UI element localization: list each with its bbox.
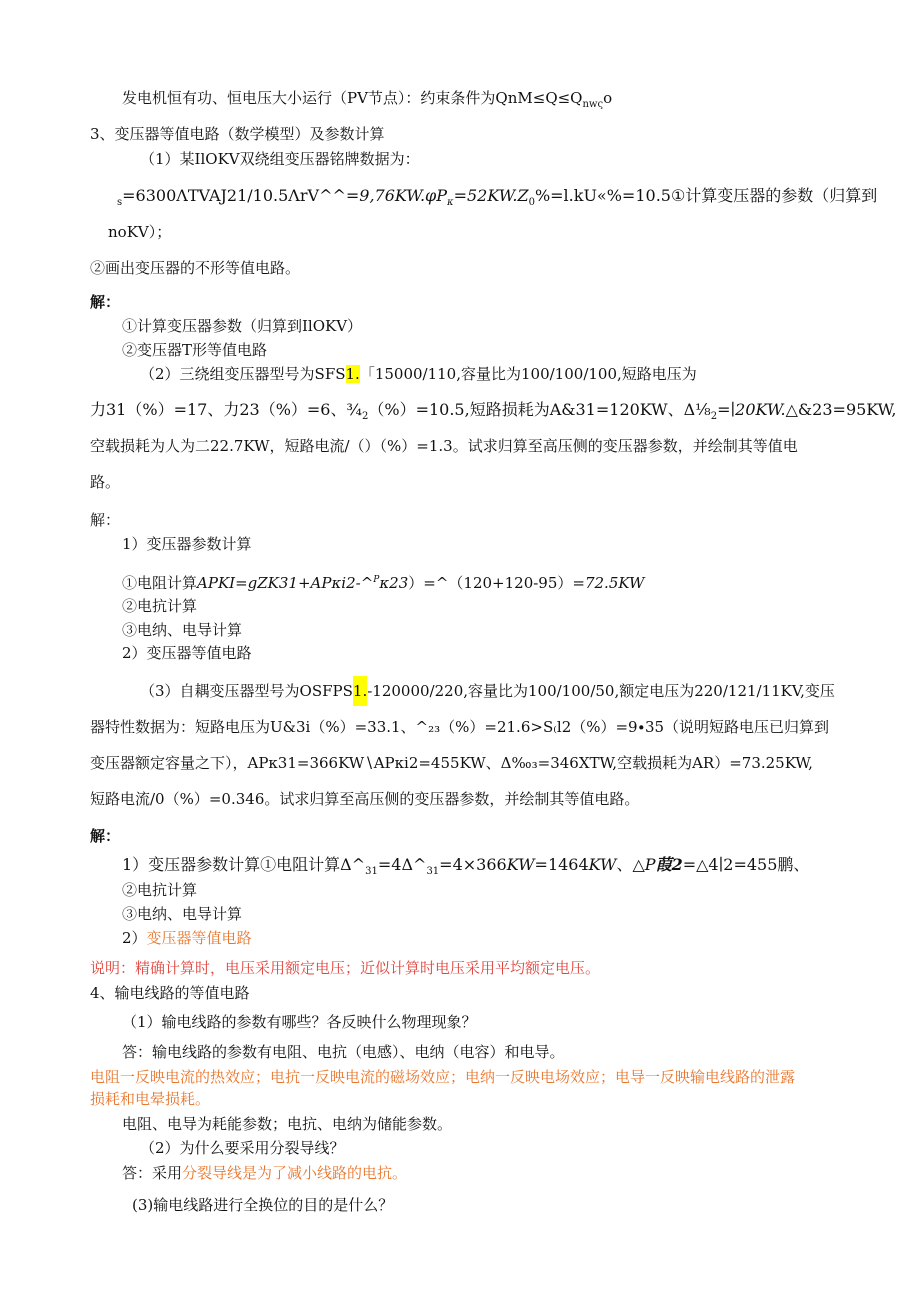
question-1-cont: noKV）； — [108, 223, 172, 241]
text: 发电机恒有功、恒电压大小运行（PV节点）：约束条件为QnM≤Q≤Q — [122, 89, 583, 107]
step-equivalent — [122, 928, 252, 948]
question-4-2: （2）为什么要采用分裂导线？ — [140, 1139, 345, 1157]
explanation-cont: 损耗和电晕损耗。 — [90, 1090, 211, 1108]
text: （3）自耦变压器型号为OSFPS — [140, 682, 353, 700]
step-susceptance: ③电纳、电导计算 — [122, 905, 243, 923]
italic-text: KW — [588, 855, 617, 874]
text: =6300ΛTVAJ21/10.5ΛrV^^= — [122, 186, 360, 205]
step-equivalent: 2）变压器等值电路 — [122, 644, 252, 662]
text: 2） — [122, 929, 147, 947]
step-susceptance: ③电纳、电导计算 — [122, 621, 243, 639]
step-resistance: ①计算变压器参数（归算到IlOKV） — [122, 317, 363, 335]
subscript: 31 — [365, 866, 378, 878]
text: =1464 — [534, 855, 589, 874]
autotransformer-calc — [122, 855, 809, 882]
answer-label: 解： — [90, 293, 121, 311]
text: 、 — [616, 855, 633, 874]
pv-node-line — [122, 88, 612, 115]
question-3-cont: 短路电流/0（%）=0.346。试求归算至高压侧的变压器参数，并绘制其等值电路。 — [90, 790, 640, 808]
text: =△4∣2=455鹏、 — [682, 855, 810, 874]
resistance-calc — [122, 570, 644, 593]
text: 1）变压器参数计算①电阻计算Δ^ — [122, 855, 366, 874]
nameplate-data — [117, 186, 877, 213]
note: 说明：精确计算时，电压采用额定电压；近似计算时电压采用平均额定电压。 — [90, 959, 601, 977]
italic-text: 72.5KW — [584, 574, 645, 592]
text: 答：采用 — [122, 1164, 183, 1182]
question-4-1: （1）输电线路的参数有哪些？各反映什么物理现象？ — [122, 1013, 477, 1031]
italic-text: 9,76KW.φP — [359, 186, 447, 205]
subscript: κ — [447, 197, 454, 209]
text: =4×366 — [439, 855, 507, 874]
italic-text: △P — [632, 855, 656, 874]
answer-label: 解： — [90, 827, 121, 845]
answer-4-2 — [122, 1163, 407, 1183]
text: ①电阻计算 — [122, 574, 198, 592]
text: 力31（%）=17、力23（%）=6、¾ — [90, 400, 362, 419]
question-3 — [140, 676, 835, 706]
answer-4-1: 答：输电线路的参数有电阻、电抗（电感）、电纳（电容）和电导。 — [122, 1043, 565, 1061]
question-2-end: 路。 — [90, 473, 121, 491]
question-1: （1）某IlOKV双绕组变压器铭牌数据为： — [140, 150, 420, 168]
text: （%）=10.5,短路损耗为A&31=120KW、Δ⅛ — [368, 400, 711, 419]
question-2 — [140, 364, 697, 384]
highlight-text: 分裂导线是为了减小线路的电抗。 — [182, 1164, 408, 1182]
text: ）=^（120+120-95）= — [408, 574, 585, 592]
step-reactance: ②电抗计算 — [122, 597, 198, 615]
italic-text: κ23 — [379, 574, 409, 592]
text: o — [603, 89, 613, 107]
text: %=l.kU«%=10.5①计算变压器的参数（归算到 — [534, 186, 878, 205]
highlight: 1. — [345, 365, 360, 383]
question-3-data: 器特性数据为：短路电压为U&3i（%）=33.1、^₂₃（%）=21.6>S₍l2（%）=9∙35（说明短路电压已归算到 — [90, 718, 830, 736]
subscript: 0 — [528, 197, 535, 209]
step-params: 1）变压器参数计算 — [122, 535, 252, 553]
text: （2）三绕组变压器型号为SFS — [140, 365, 346, 383]
question-2-cont: 空载损耗为人为二22.7KW，短路电流/（）（%）=1.3。试求归算至高压侧的变压器参数，并绘制其等值电 — [90, 437, 798, 455]
subscript: 2 — [362, 411, 369, 423]
step-reactance: ②电抗计算 — [122, 881, 198, 899]
subscript: 31 — [426, 866, 440, 878]
highlight: 1. — [353, 676, 367, 706]
subscript: 2 — [710, 411, 718, 423]
text: =4Δ^ — [377, 855, 427, 874]
italic-text: KW — [506, 855, 535, 874]
section-3-heading: 3、变压器等值电路（数学模型）及参数计算 — [90, 125, 385, 143]
subscript: nw — [582, 99, 598, 110]
italic-text: =52KW.Z — [453, 186, 529, 205]
text: △&23=95KW, — [785, 400, 897, 419]
subscript: s — [117, 197, 123, 209]
highlight-text: 变压器等值电路 — [146, 929, 252, 947]
question-1-part2: ②画出变压器的不形等值电路。 — [90, 259, 301, 277]
question-3-data-2: 变压器额定容量之下），APκ31=366KW∖APκi2=455KW、Δ‰₃=346XTW,空载损耗为AR）=73.25KW, — [90, 754, 813, 772]
italic-text: 20KW. — [735, 400, 786, 419]
superscript: P — [373, 575, 380, 585]
question-2-data — [90, 400, 896, 427]
section-4-heading: 4、输电线路的等值电路 — [90, 984, 250, 1002]
answer-label: 解： — [90, 511, 121, 529]
text: 「15000/110,容量比为100/100/100,短路电压为 — [359, 365, 697, 383]
step-circuit: ②变压器T形等值电路 — [122, 341, 268, 359]
explanation: 电阻一反映电流的热效应；电抗一反映电流的磁场效应；电纳一反映电场效应；电导一反映输电线路的泄露 — [90, 1068, 796, 1086]
text: =∣ — [717, 400, 736, 419]
italic-text: 葭2 — [655, 855, 683, 874]
parameter-types: 电阻、电导为耗能参数；电抗、电纳为储能参数。 — [122, 1115, 453, 1133]
question-4-3: (3)输电线路进行全换位的目的是什么？ — [132, 1196, 394, 1214]
italic-text: APKI=gZK31+APκi2-^ — [197, 574, 374, 592]
subscript: ς — [597, 99, 604, 110]
text: -120000/220,容量比为100/100/50,额定电压为220/121/11KV,变压 — [367, 682, 835, 700]
